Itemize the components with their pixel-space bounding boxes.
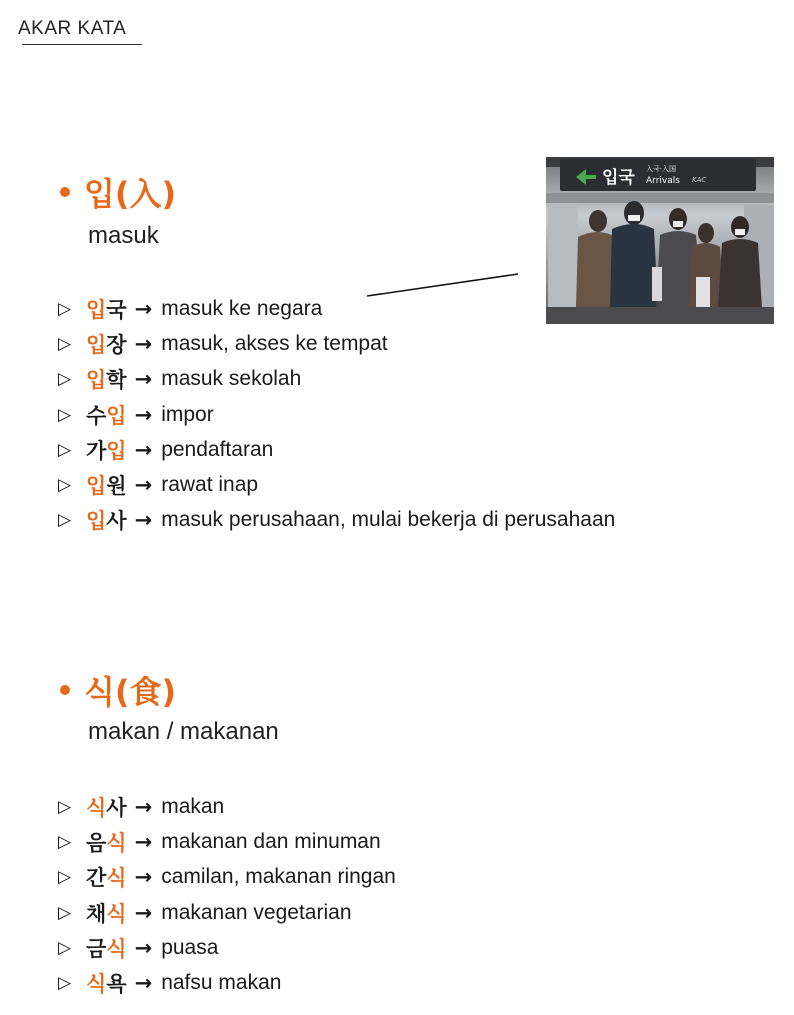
root-syllable: 입 — [86, 297, 107, 322]
arrow-right-icon: → — [134, 935, 153, 960]
triangle-right-icon: ▷ — [58, 298, 72, 319]
triangle-right-icon: ▷ — [58, 369, 72, 390]
syllable: 사 — [106, 509, 127, 534]
root-syllable: 입 — [86, 332, 107, 357]
definition: rawat inap — [161, 473, 259, 497]
sign-korean-text: 입국 — [602, 168, 635, 188]
arrow-right-icon: → — [134, 402, 153, 427]
syllable: 간 — [86, 866, 107, 891]
syllable: 금 — [86, 936, 107, 961]
triangle-right-icon: ▷ — [58, 867, 72, 888]
syllable: 학 — [106, 368, 127, 393]
root-syllable: 입 — [106, 438, 127, 463]
arrivals-photo — [546, 157, 774, 324]
syllable: 원 — [106, 474, 127, 499]
definition: masuk sekolah — [161, 367, 302, 391]
triangle-right-icon: ▷ — [58, 796, 72, 817]
definition: makanan dan minuman — [161, 829, 381, 853]
section-meaning: masuk — [88, 222, 159, 249]
definition: masuk ke negara — [161, 296, 323, 320]
arrow-right-icon: → — [134, 971, 153, 996]
triangle-right-icon: ▷ — [58, 831, 72, 852]
syllable: 채 — [86, 901, 107, 926]
arrow-right-icon: → — [134, 296, 153, 321]
definition: impor — [161, 402, 214, 426]
arrow-right-icon: → — [134, 473, 153, 498]
triangle-right-icon: ▷ — [58, 475, 72, 496]
definition: puasa — [161, 935, 219, 959]
section-title: 식(食) — [84, 673, 177, 711]
definition: nafsu makan — [161, 971, 282, 995]
root-syllable: 식 — [106, 936, 127, 961]
syllable: 욕 — [106, 972, 127, 997]
section-meaning: makan / makanan — [88, 718, 279, 745]
arrow-right-icon: → — [134, 437, 153, 462]
arrow-right-icon: → — [134, 331, 153, 356]
root-syllable: 입 — [106, 403, 127, 428]
root-syllable: 입 — [86, 368, 107, 393]
definition: masuk perusahaan, mulai bekerja di perusahaan — [161, 508, 616, 532]
brand-label: AKAR KATA — [18, 18, 127, 39]
arrow-right-icon: → — [134, 367, 153, 392]
syllable: 사 — [106, 795, 127, 820]
syllable: 수 — [86, 403, 107, 428]
triangle-right-icon: ▷ — [58, 404, 72, 425]
triangle-right-icon: ▷ — [58, 937, 72, 958]
syllable: 국 — [106, 297, 127, 322]
root-syllable: 식 — [106, 830, 127, 855]
sign-hanja-text: 入국·入国 — [646, 165, 676, 173]
arrow-right-icon: → — [134, 900, 153, 925]
syllable: 음 — [86, 830, 107, 855]
root-syllable: 식 — [86, 795, 107, 820]
sign-english-text: Arrivals — [646, 176, 680, 186]
root-syllable: 입 — [86, 474, 107, 499]
section-title: 입(入) — [84, 175, 177, 213]
triangle-right-icon: ▷ — [58, 510, 72, 531]
definition: makanan vegetarian — [161, 900, 352, 924]
triangle-right-icon: ▷ — [58, 333, 72, 354]
triangle-right-icon: ▷ — [58, 439, 72, 460]
triangle-right-icon: ▷ — [58, 973, 72, 994]
root-syllable: 식 — [106, 866, 127, 891]
arrow-right-icon: → — [134, 794, 153, 819]
sign-logo-text: KAC — [692, 176, 707, 184]
syllable: 가 — [86, 438, 107, 463]
root-syllable: 식 — [86, 972, 107, 997]
definition: camilan, makanan ringan — [161, 865, 396, 889]
definition: masuk, akses ke tempat — [161, 331, 388, 355]
definition: pendaftaran — [161, 437, 274, 461]
definition: makan — [161, 794, 225, 818]
triangle-right-icon: ▷ — [58, 902, 72, 923]
syllable: 장 — [106, 332, 127, 357]
arrow-right-icon: → — [134, 829, 153, 854]
root-syllable: 입 — [86, 509, 107, 534]
arrow-right-icon: → — [134, 508, 153, 533]
root-syllable: 식 — [106, 901, 127, 926]
arrow-right-icon: → — [134, 865, 153, 890]
